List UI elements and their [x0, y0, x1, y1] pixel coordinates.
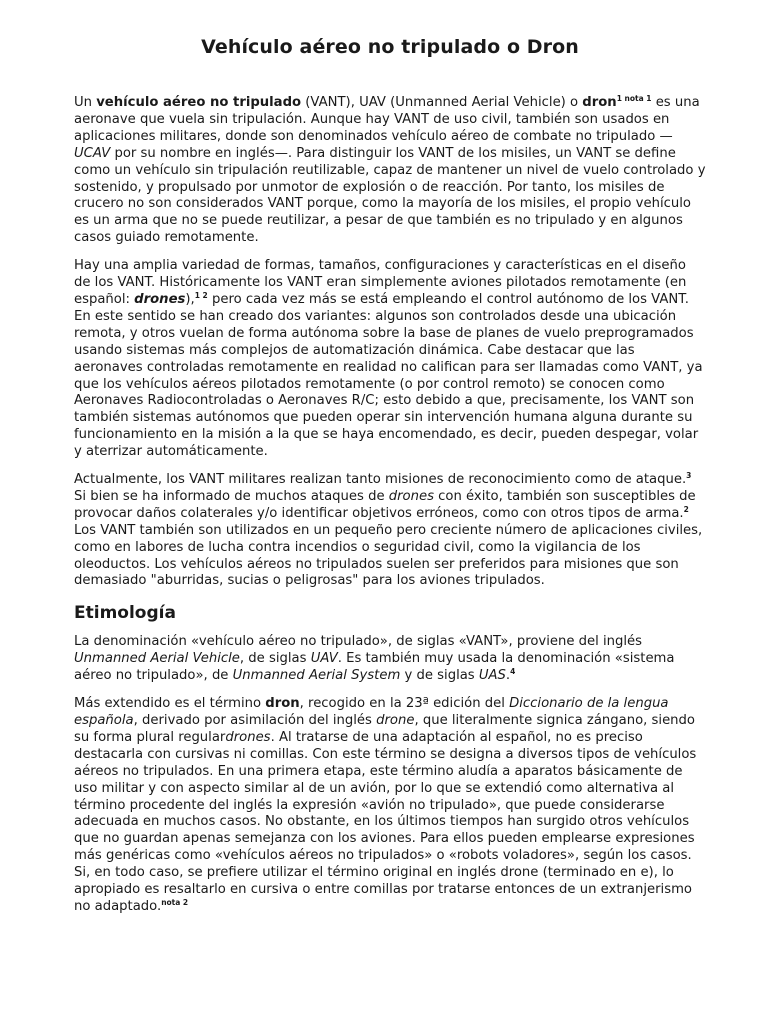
text-run: por su nombre en inglés—. Para distinguir los VANT de los misiles, un VANT se define como un vehículo sin tripulación reutilizable, capaz de mantener un nivel de vuelo controlado y sostenido, y propulsado por unmotor de explosión o de reacción. Por tanto, los misiles de crucero no son considerados VANT porque, como la mayoría de los misiles, el propio vehículo es un arma que no se puede reutilizar, a pesar de que también es no tripulado y en algunos casos guiado remotamente. — [74, 145, 706, 246]
italic-term: drones — [225, 729, 271, 745]
italic-term: UCAV — [74, 145, 111, 161]
paragraph — [74, 258, 706, 461]
text-run: . Es también muy usada la denominación «sistema aéreo no tripulado», de — [74, 651, 675, 684]
paragraph — [74, 634, 706, 685]
reference-superscript: 2 — [683, 504, 689, 514]
text-run: Más extendido es el término — [74, 696, 266, 712]
reference-superscript: nota 2 — [161, 897, 189, 907]
italic-term: UAV — [310, 651, 338, 667]
bold-term: dron — [265, 696, 300, 712]
reference-superscript: 1 2 — [194, 290, 208, 300]
italic-term: drones — [388, 488, 434, 504]
italic-term: Diccionario de la lengua española — [74, 696, 669, 728]
text-run: Los VANT también son utilizados en un pequeño pero creciente número de aplicaciones civiles, como en labores de lucha contra incendios o seguridad civil, como la vigilancia de los oleoductos. Los vehículos aéreos no tripulados suelen ser preferidos para misiones que son demasiado "aburridas, sucias o peligrosas" para los aviones tripulados. — [74, 522, 703, 589]
bold-term: dron — [582, 95, 617, 110]
text-run: La denominación «vehículo aéreo no tripulado», de siglas «VANT», proviene del inglés — [74, 634, 643, 650]
text-run: . — [505, 668, 511, 684]
section-heading: Etimología — [74, 603, 176, 624]
text-run: , que literalmente signica zángano, siendo su forma plural regular — [74, 713, 695, 745]
paragraph — [74, 95, 706, 247]
text-run: y de siglas — [400, 668, 479, 684]
text-run: Hay una amplia variedad de formas, tamaños, configuraciones y características en el diseño de los VANT. Históricamente los VANT eran simplemente aviones pilotados remotamente (en español: — [74, 258, 687, 307]
text-run: (VANT), UAV (Unmanned Aerial Vehicle) o — [301, 95, 583, 110]
text-run: con éxito, también son susceptibles de provocar daños colaterales y/o identificar objetivos erróneos, como con otros tipos de arma. — [74, 488, 696, 521]
bold-italic-term: drones — [134, 291, 186, 307]
bold-term: vehículo aéreo no tripulado — [96, 95, 302, 110]
text-run: ), — [185, 291, 195, 307]
text-run: . Al tratarse de una adaptación al español, no es preciso destacarla con cursivas ni comillas. Con este término se designa a diversos tipos de vehículos aéreos no tripulados. En una primera etapa, este término aludía a aparatos básicamente de uso militar y con aspecto similar al de un avión, por lo que se extendió como alternativa al término procedente del inglés la expresión «avión no tripulado», que puede considerarse adecuada en muchos casos. No obstante, en los últimos tiempos han surgido otros vehículos que no guardan apenas semejanza con los aviones. Para ellos pueden emplearse expresiones más genéricas como «vehículos aéreos no tripulados» o «robots voladores», según los casos. Si, en todo caso, se prefiere utilizar el término original en inglés drone (terminado en e), lo apropiado es resaltarlo en cursiva o entre comillas por tratarse entonces de un extranjerismo no adaptado. — [74, 729, 697, 914]
paragraph — [74, 696, 706, 916]
text-run: Un — [74, 95, 97, 110]
document-page — [74, 0, 706, 927]
reference-superscript: 3 — [686, 471, 692, 481]
article-body — [74, 95, 706, 916]
text-run: Si bien se ha informado de muchos ataques de — [74, 488, 389, 504]
paragraph — [74, 472, 706, 590]
text-run: es una aeronave que vuela sin tripulación. Aunque hay VANT de uso civil, también son usados en aplicaciones militares, donde son denominados vehículo aéreo de combate no tripulado — — [74, 95, 700, 144]
reference-superscript: 4 — [510, 667, 516, 677]
reference-superscript: 1 nota 1 — [616, 94, 652, 103]
italic-term: Unmanned Aerial Vehicle — [74, 651, 240, 667]
text-run: Actualmente, los VANT militares realizan tanto misiones de reconocimiento como de ataque. — [74, 472, 687, 488]
italic-term: Unmanned Aerial System — [232, 668, 401, 684]
text-run: , recogido en la 23ª edición del — [299, 696, 510, 712]
italic-term: drone — [376, 713, 415, 728]
text-run: , de siglas — [239, 651, 311, 667]
page-title: Vehículo aéreo no tripulado o Dron — [201, 36, 579, 58]
text-run: , derivado por asimilación del inglés — [133, 713, 377, 728]
italic-term: UAS — [478, 668, 506, 684]
text-run: pero cada vez más se está empleando el control autónomo de los VANT. En este sentido se han creado dos variantes: algunos son controlados desde una ubicación remota, y otros vuelan de forma autónoma sobre la base de planes de vuelo preprogramados usando sistemas más complejos de automatización dinámica. Cabe destacar que las aeronaves controladas remotamente en realidad no califican para ser llamadas como VANT, ya que los vehículos aéreos pilotados remotamente (o por control remoto) se conocen como Aeronaves Radiocontroladas o Aeronaves R/C; esto debido a que, precisamente, los VANT son también sistemas autónomos que pueden operar sin intervención humana alguna durante su funcionamiento en la misión a la que se haya encomendado, es decir, pueden despegar, volar y aterrizar automáticamente. — [74, 291, 703, 460]
